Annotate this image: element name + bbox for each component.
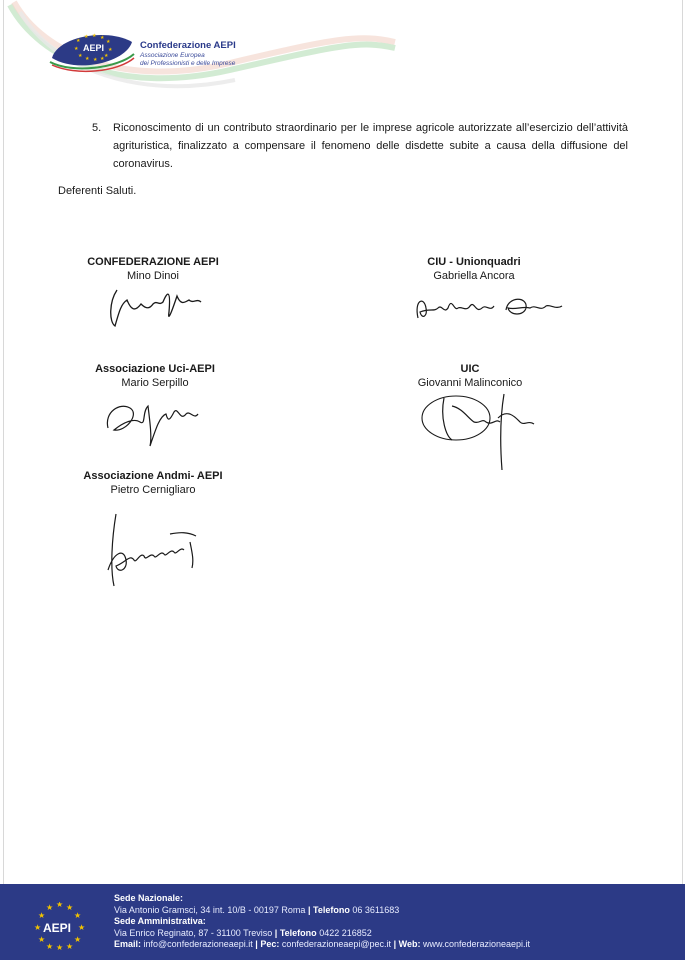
- sede-amministrativa-label: Sede Amministrativa:: [114, 916, 206, 926]
- svg-text:★: ★: [100, 35, 105, 41]
- aepi-logo-icon: [48, 28, 136, 74]
- web-link[interactable]: www.confederazioneaepi.it: [422, 939, 531, 949]
- org-subtitle: Associazione Europea dei Professionisti e delle Imprese: [140, 52, 236, 67]
- svg-text:★: ★: [104, 53, 109, 59]
- signature-block: [72, 362, 238, 390]
- signatory-name: Mino Dinoi: [127, 270, 179, 282]
- sede-amministrativa-line: Via Enrico Reginato, 87 - 31100 Treviso | Telefono 0422 216852: [114, 927, 372, 938]
- svg-text:★: ★: [38, 911, 46, 920]
- svg-text:★: ★: [38, 935, 46, 944]
- footer-contacts: [114, 893, 530, 951]
- pec-link[interactable]: confederazioneaepi@pec.it: [281, 939, 392, 949]
- svg-text:★: ★: [76, 38, 81, 44]
- email-link[interactable]: info@confederazioneaepi.it: [143, 939, 253, 949]
- aepi-stars-logo-icon: [34, 902, 90, 950]
- svg-text:★: ★: [46, 903, 54, 912]
- svg-text:★: ★: [74, 935, 82, 944]
- svg-text:★: ★: [66, 903, 74, 912]
- signature-block: [396, 255, 552, 283]
- signatory-org: CONFEDERAZIONE AEPI: [87, 256, 219, 268]
- svg-text:AEPI: AEPI: [43, 921, 72, 935]
- sede-nazionale-line: Via Antonio Gramsci, 34 int. 10/B - 00197 Roma | Telefono 06 3611683: [114, 904, 400, 915]
- handwritten-signature: [416, 388, 546, 474]
- svg-text:AEPI: AEPI: [83, 43, 105, 53]
- signatory-org: Associazione Andmi- AEPI: [83, 470, 223, 482]
- handwritten-signature: [100, 508, 208, 592]
- svg-text:★: ★: [100, 56, 105, 62]
- letterhead: [0, 0, 685, 120]
- svg-text:★: ★: [74, 46, 79, 52]
- svg-text:★: ★: [93, 57, 98, 63]
- svg-text:★: ★: [78, 923, 86, 932]
- signatory-name: Gabriella Ancora: [433, 270, 515, 282]
- signatory-name: Pietro Cernigliaro: [110, 484, 196, 496]
- svg-text:★: ★: [78, 53, 83, 59]
- signature-block: [402, 362, 538, 390]
- svg-text:★: ★: [74, 911, 82, 920]
- svg-text:★: ★: [85, 56, 90, 62]
- handwritten-signature: [410, 290, 570, 326]
- list-number: 5.: [92, 122, 102, 134]
- signatory-org: Associazione Uci-AEPI: [95, 363, 215, 375]
- sede-nazionale-label: Sede Nazionale:: [114, 893, 184, 903]
- signature-block: [72, 469, 234, 497]
- signatory-name: Giovanni Malinconico: [417, 377, 523, 389]
- svg-text:★: ★: [56, 902, 64, 909]
- svg-text:★: ★: [108, 47, 113, 53]
- org-name: Confederazione AEPI: [140, 40, 236, 51]
- signature-block: [72, 255, 234, 283]
- svg-text:★: ★: [66, 942, 74, 950]
- svg-text:★: ★: [46, 942, 54, 950]
- svg-text:★: ★: [56, 943, 64, 950]
- list-item-text: Riconoscimento di un contributo straordinario per le imprese agricole autorizzate all’esercizio dell’attività agrituristica, finalizzato a compensare il fenomeno delle disdette subite a causa della diffusione del coronavirus.: [113, 122, 628, 170]
- signatory-name: Mario Serpillo: [121, 377, 189, 389]
- list-item: [92, 119, 628, 173]
- greeting: Deferenti Saluti.: [58, 185, 137, 197]
- handwritten-signature: [105, 282, 205, 332]
- svg-text:★: ★: [84, 34, 89, 40]
- footer: [0, 884, 685, 960]
- signatory-org: UIC: [460, 363, 480, 375]
- svg-text:★: ★: [34, 923, 42, 932]
- svg-text:★: ★: [92, 33, 97, 39]
- contact-links-line: Email: info@confederazioneaepi.it | Pec: confederazioneaepi@pec.it | Web: www.confederazioneaepi.it: [114, 939, 531, 949]
- signatory-org: CIU - Unionquadri: [427, 256, 521, 268]
- svg-text:★: ★: [106, 39, 111, 45]
- handwritten-signature: [107, 406, 198, 446]
